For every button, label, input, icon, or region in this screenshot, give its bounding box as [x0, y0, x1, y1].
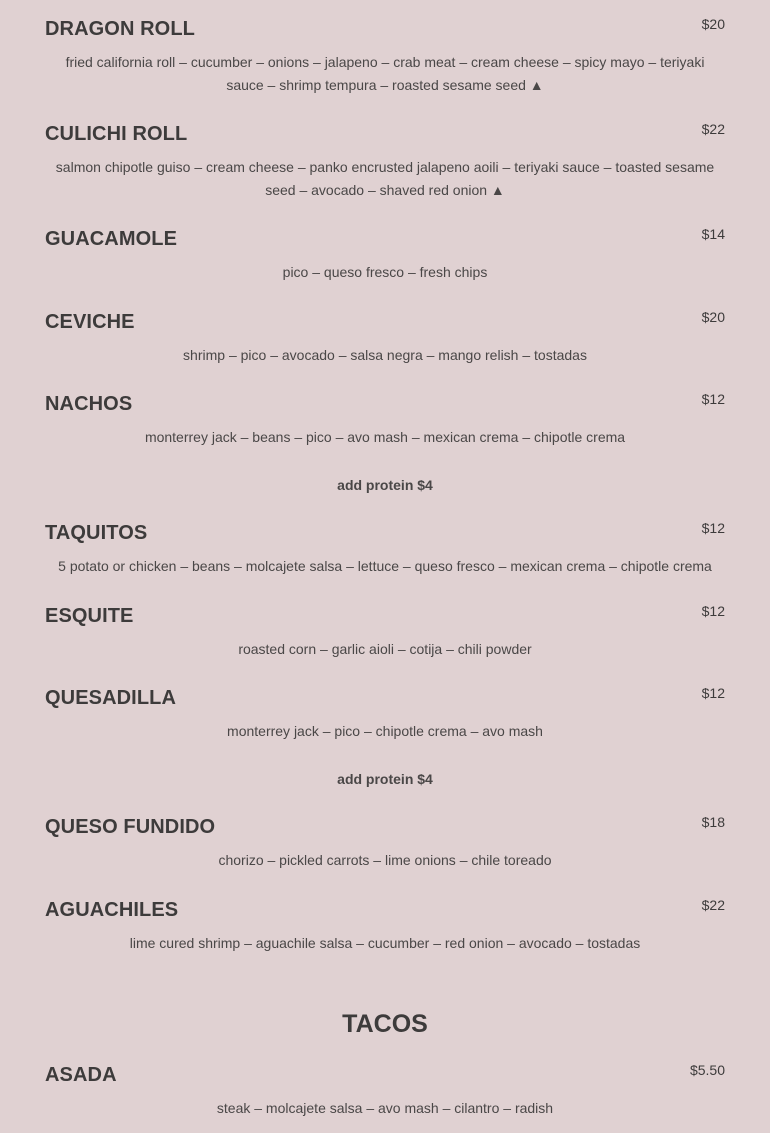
item-description: 5 potato or chicken – beans – molcajete salsa – lettuce – queso fresco – mexican crema – chipotle crema	[58, 558, 712, 574]
item-description: lime cured shrimp – aguachile salsa – cucumber – red onion – avocado – tostadas	[129, 935, 641, 951]
item-description: shrimp – pico – avocado – salsa negra – mango relish – tostadas	[183, 347, 587, 363]
item-price: $12	[701, 520, 725, 536]
item-name: QUESADILLA	[45, 687, 176, 709]
item-name: AGUACHILES	[45, 899, 179, 921]
item-name: TAQUITOS	[45, 522, 148, 544]
item-price: $12	[701, 391, 725, 407]
item-description: monterrey jack – beans – pico – avo mash – mexican crema – chipotle crema	[144, 429, 626, 445]
item-price: $12	[701, 603, 725, 619]
item-name: GUACAMOLE	[45, 228, 178, 250]
item-price: $20	[701, 16, 725, 32]
item-name: ESQUITE	[45, 605, 134, 627]
item-name: NACHOS	[45, 393, 133, 415]
item-description: monterrey jack – pico – chipotle crema – avo mash	[227, 723, 543, 739]
item-price: $20	[701, 309, 725, 325]
item-description: salmon chipotle guiso – cream cheese – panko encrusted jalapeno aoili – teriyaki sauce – toasted sesame seed – avocado – shaved red onion ▲	[55, 159, 715, 198]
item-description: roasted corn – garlic aioli – cotija – chili powder	[238, 641, 532, 657]
item-name: ASADA	[45, 1064, 117, 1086]
item-name: DRAGON ROLL	[45, 18, 195, 40]
item-description: chorizo – pickled carrots – lime onions – chile toreado	[218, 852, 552, 868]
item-price: $5.50	[689, 1062, 725, 1078]
nachos-add-protein: add protein $4	[337, 477, 433, 493]
item-name: QUESO FUNDIDO	[45, 816, 216, 838]
item-name: CEVICHE	[45, 311, 135, 333]
item-description: steak – molcajete salsa – avo mash – cilantro – radish	[216, 1100, 554, 1116]
item-price: $14	[701, 226, 725, 242]
quesadilla-add-protein: add protein $4	[337, 771, 433, 787]
item-price: $12	[701, 685, 725, 701]
section-title-tacos: TACOS	[342, 1010, 428, 1038]
item-description: pico – queso fresco – fresh chips	[282, 264, 488, 280]
item-price: $22	[701, 121, 725, 137]
item-description: fried california roll – cucumber – onions – jalapeno – crab meat – cream cheese – spicy mayo – teriyaki sauce – shrimp tempura – roasted sesame seed ▲	[65, 54, 705, 93]
item-price: $18	[701, 814, 725, 830]
item-price: $22	[701, 897, 725, 913]
item-name: CULICHI ROLL	[45, 123, 188, 145]
